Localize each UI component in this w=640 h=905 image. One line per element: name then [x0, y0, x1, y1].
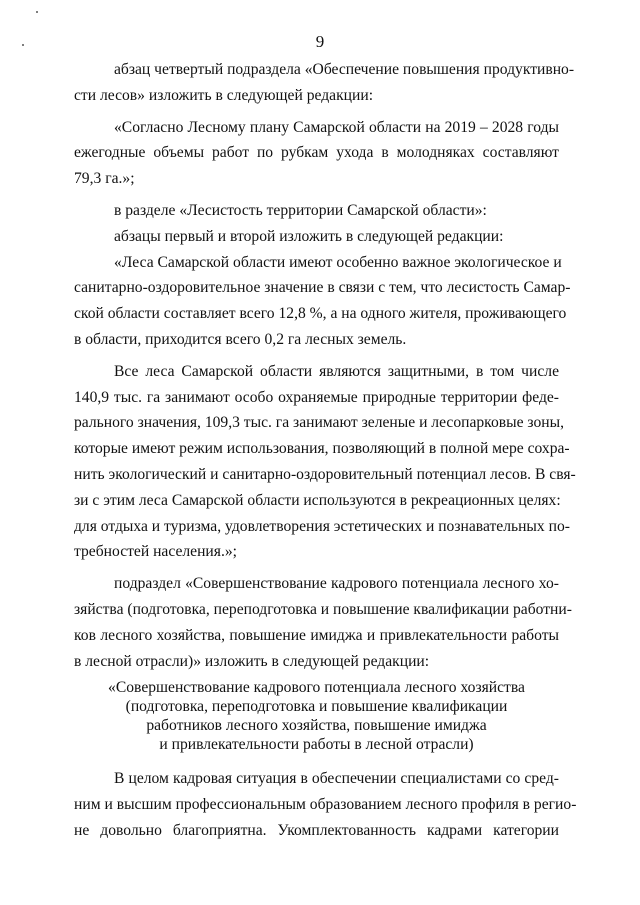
paragraph-section-forest-cover [74, 198, 559, 224]
heading-line: работников лесного хозяйства, повышение имиджа [146, 717, 487, 735]
text-line: в лесной отрасли)» изложить в следующей редакции: [74, 652, 430, 670]
text-line: зи с этим леса Самарской области используются в рекреационных целях: [74, 491, 561, 509]
text-line: рального значения, 109,3 тыс. га занимают зеленые и лесопарковые зоны, [74, 414, 565, 432]
heading-line: и привлекательности работы в лесной отрасли) [159, 736, 474, 754]
paragraph-protective-forests [74, 359, 576, 565]
paragraph-forests-importance [74, 250, 571, 353]
text-line: в разделе «Лесистость территории Самарской области»: [114, 201, 487, 219]
text-line: абзац четвертый подраздела «Обеспечение повышения продуктивно- [114, 61, 575, 78]
text-line: 140,9 тыс. га занимают особо охраняемые природные территории феде- [74, 388, 559, 406]
text-line: в области, приходится всего 0,2 га лесных земель. [74, 330, 407, 348]
text-line: В целом кадровая ситуация в обеспечении специалистами со сред- [114, 770, 559, 788]
heading-line: (подготовка, переподготовка и повышение квалификации [125, 698, 508, 716]
text-line: санитарно-оздоровительное значение в связи с тем, что лесистость Самар- [74, 279, 571, 297]
text-line: требностей населения.»; [74, 543, 237, 561]
text-line: сти лесов» изложить в следующей редакции: [74, 86, 374, 104]
text-line: Все леса Самарской области являются защитными, в том числе [114, 362, 559, 380]
section-heading [74, 678, 559, 754]
text-line: ской области составляет всего 12,8 %, а на одного жителя, проживающего [74, 305, 567, 323]
paragraph-subsection-personnel [74, 571, 572, 674]
paragraph-amend-subsection [74, 57, 575, 109]
paragraph-forest-plan-quote [74, 115, 559, 192]
text-line: ежегодные объемы работ по рубкам ухода в молодняках составляют [74, 144, 559, 162]
page-number: 9 [315, 32, 325, 51]
text-line: ков лесного хозяйства, повышение имиджа и привлекательности работы [74, 626, 559, 644]
paragraph-amend-first-second [74, 224, 559, 250]
text-line: «Леса Самарской области имеют особенно важное экологическое и [114, 253, 562, 271]
heading-line: «Совершенствование кадрового потенциала лесного хозяйства [108, 679, 525, 697]
text-line: абзацы первый и второй изложить в следующей редакции: [114, 227, 504, 245]
paragraph-personnel-situation [74, 766, 577, 843]
text-line: не довольно благоприятна. Укомплектованность кадрами категории [74, 821, 559, 839]
text-line: подраздел «Совершенствование кадрового потенциала лесного хо- [114, 575, 559, 593]
text-line: «Согласно Лесному плану Самарской области на 2019 – 2028 годы [114, 118, 559, 136]
text-line: нить экологический и санитарно-оздоровительный потенциал лесов. В свя- [74, 465, 576, 483]
scan-speck [36, 11, 38, 13]
document-body [74, 57, 577, 844]
text-line: для отдыха и туризма, удовлетворения эстетических и познавательных по- [74, 517, 570, 535]
text-line: ним и высшим профессиональным образованием лесного профиля в регио- [74, 796, 577, 814]
text-line: 79,3 га.»; [74, 170, 135, 188]
text-line: которые имеют режим использования, позволяющий в полной мере сохра- [74, 440, 570, 458]
text-line: зяйства (подготовка, переподготовка и повышение квалификации работни- [74, 600, 572, 618]
